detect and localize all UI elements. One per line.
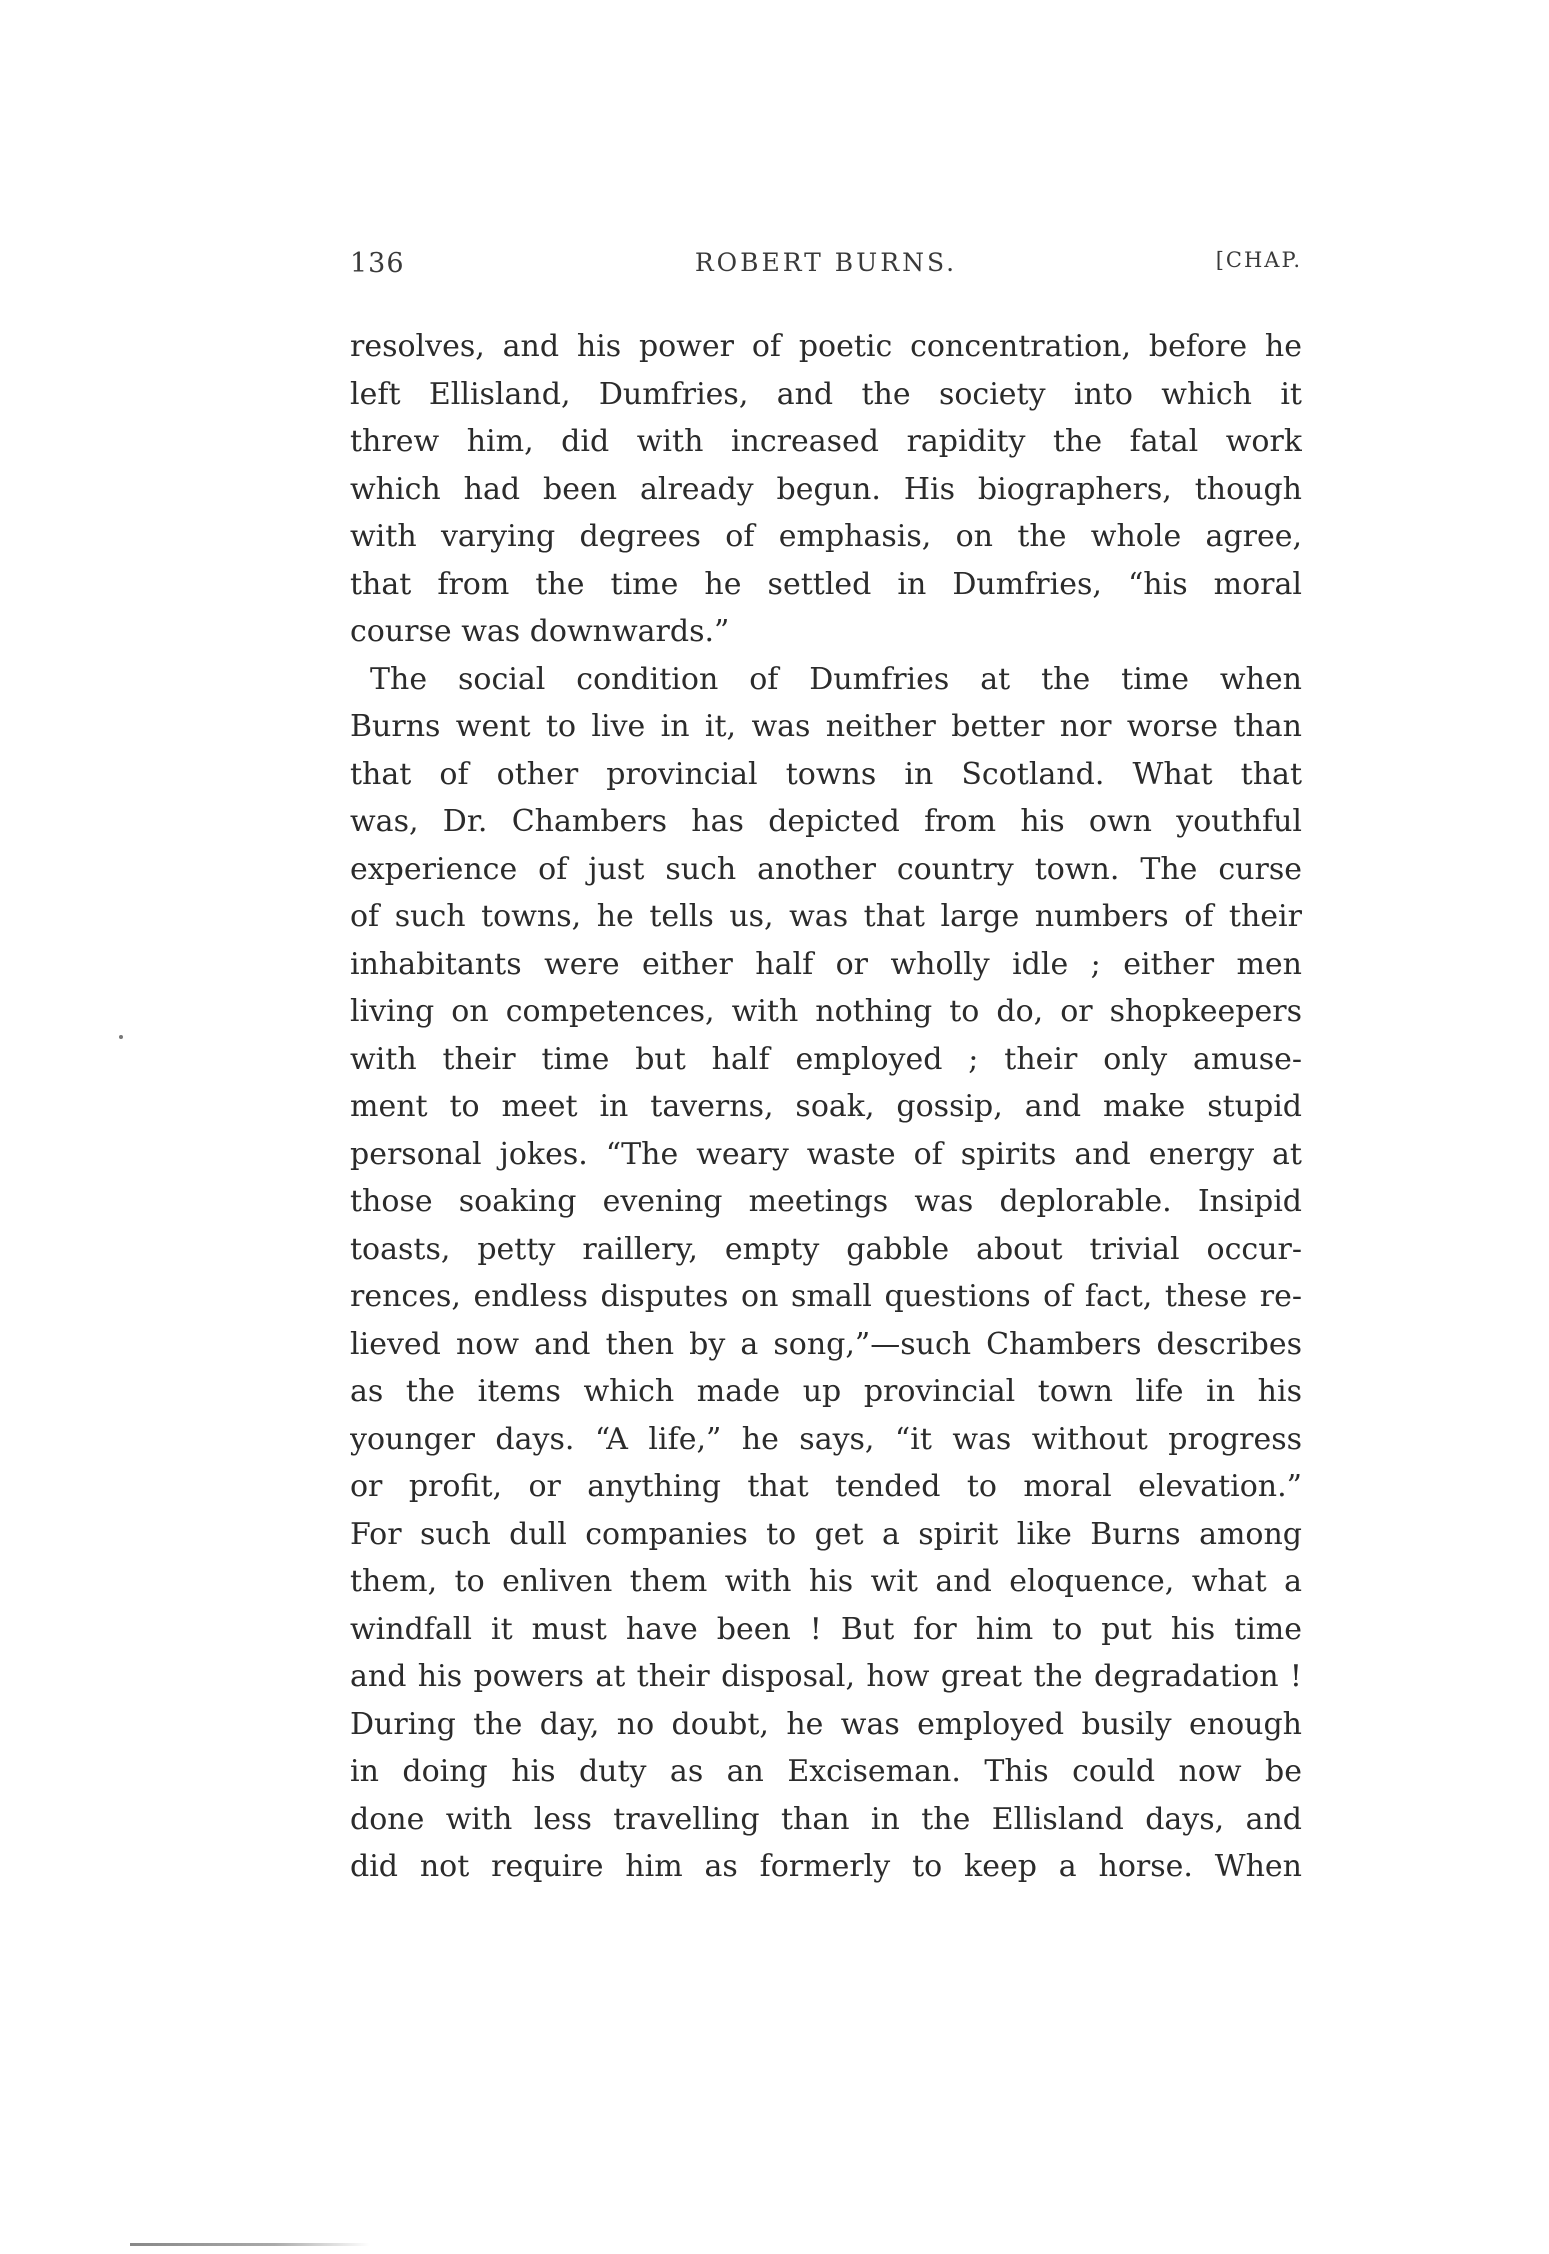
text-line: The social condition of Dumfries at the time when	[370, 661, 1302, 697]
body-text	[350, 323, 1302, 1891]
text-line: or profit, or anything that tended to moral elevation.”	[350, 1469, 1302, 1504]
text-line: them, to enliven them with his wit and eloquence, what a	[350, 1564, 1302, 1599]
scan-speck	[119, 1035, 123, 1039]
scan-edge-mark	[130, 2243, 370, 2246]
text-line: inhabitants were either half or wholly idle ; either men	[350, 946, 1302, 982]
text-line: those soaking evening meetings was deplorable. Insipid	[350, 1184, 1302, 1219]
running-title: ROBERT BURNS.	[694, 248, 958, 277]
text-line: course was downwards.”	[350, 614, 730, 649]
text-line: During the day, no doubt, he was employed busily enough	[350, 1706, 1302, 1742]
text-line: with varying degrees of emphasis, on the whole agree,	[350, 519, 1302, 554]
text-line: that from the time he settled in Dumfries, “his moral	[350, 566, 1302, 602]
text-line: in doing his duty as an Exciseman. This could now be	[350, 1754, 1302, 1789]
text-line: was, Dr. Chambers has depicted from his own youthful	[350, 804, 1302, 839]
text-line: experience of just such another country town. The curse	[350, 851, 1302, 887]
text-line: living on competences, with nothing to do, or shopkeepers	[350, 994, 1302, 1029]
text-line: lieved now and then by a song,”—such Chambers describes	[350, 1326, 1302, 1362]
text-line: done with less travelling than in the Ellisland days, and	[350, 1801, 1302, 1837]
text-line: that of other provincial towns in Scotland. What that	[350, 756, 1302, 792]
paragraph	[350, 323, 1302, 656]
text-line: windfall it must have been ! But for him to put his time	[350, 1611, 1302, 1647]
page-header	[350, 248, 1302, 288]
text-line: Burns went to live in it, was neither better nor worse than	[350, 709, 1302, 744]
chapter-label: [CHAP.	[1215, 248, 1302, 272]
text-line: resolves, and his power of poetic concentration, before he	[350, 329, 1302, 364]
text-line: as the items which made up provincial town life in his	[350, 1374, 1302, 1409]
page-number: 136	[350, 248, 405, 279]
text-line: did not require him as formerly to keep a horse. When	[350, 1849, 1302, 1884]
text-line: which had been already begun. His biographers, though	[350, 471, 1302, 507]
text-line: toasts, petty raillery, empty gabble about trivial occur-	[350, 1231, 1302, 1267]
text-line: younger days. “A life,” he says, “it was without progress	[350, 1421, 1302, 1457]
text-line: personal jokes. “The weary waste of spirits and energy at	[350, 1136, 1302, 1172]
text-line: rences, endless disputes on small questions of fact, these re-	[350, 1279, 1302, 1314]
text-line: left Ellisland, Dumfries, and the society into which it	[350, 376, 1302, 412]
text-line: with their time but half employed ; their only amuse-	[350, 1041, 1302, 1077]
text-line: For such dull companies to get a spirit like Burns among	[350, 1516, 1302, 1552]
text-line: and his powers at their disposal, how great the degradation !	[350, 1659, 1302, 1694]
text-line: of such towns, he tells us, was that large numbers of their	[350, 899, 1302, 934]
paragraph	[350, 656, 1302, 1891]
text-line: ment to meet in taverns, soak, gossip, and make stupid	[350, 1089, 1302, 1124]
text-line: threw him, did with increased rapidity the fatal work	[350, 424, 1302, 459]
